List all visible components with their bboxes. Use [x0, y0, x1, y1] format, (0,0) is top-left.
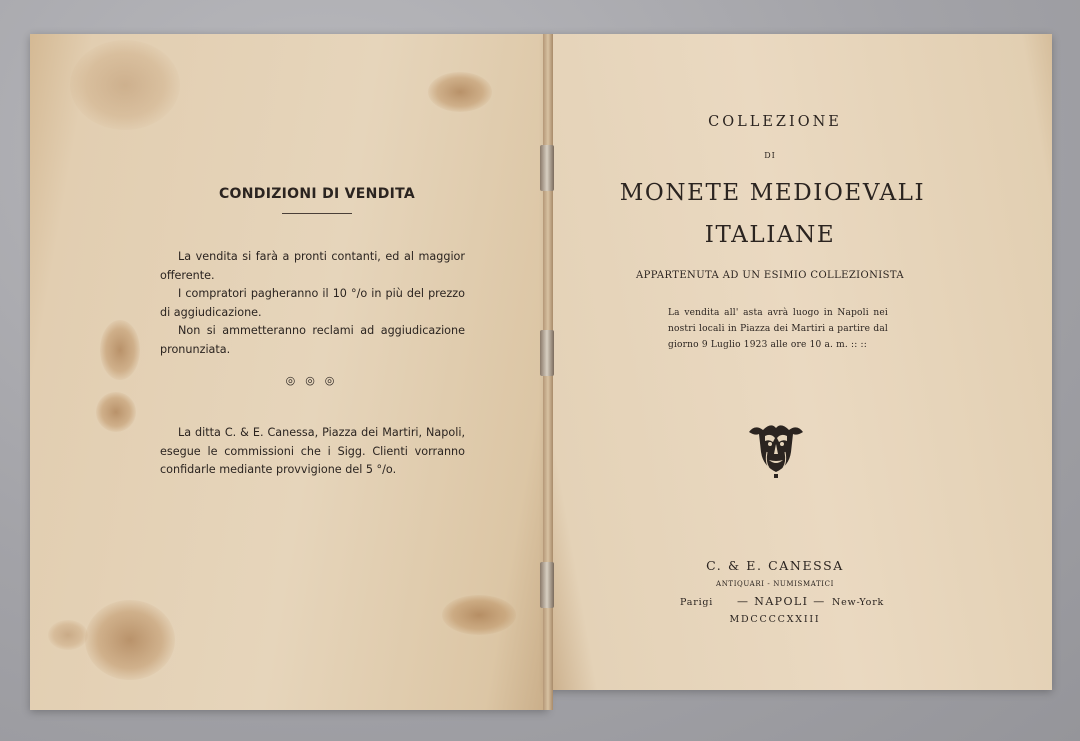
conditions-list	[160, 248, 465, 360]
subtitle: APPARTENUTA AD UN ESIMIO COLLEZIONISTA	[635, 270, 905, 281]
staple-bottom	[540, 562, 554, 608]
theater-mask-emblem-icon	[745, 422, 807, 480]
stain	[85, 600, 175, 680]
condition-paragraph: La vendita si farà a pronti contanti, ed al maggior offerente.	[160, 250, 465, 282]
firm-name: C. & E. CANESSA	[706, 558, 844, 573]
city-naples: — NAPOLI —	[737, 595, 826, 608]
condition-paragraph: I compratori pagheranno il 10 °/o in più del prezzo di aggiudicazione.	[160, 287, 465, 319]
title-rule	[282, 213, 352, 214]
right-page	[548, 34, 1052, 690]
stain	[48, 620, 88, 650]
auction-note: La vendita all' asta avrà luogo in Napoli nei nostri locali in Piazza dei Martiri a partire dal giorno 9 Luglio 1923 alle ore 10 a. m. :: ::	[668, 308, 888, 350]
stain	[428, 72, 492, 112]
stain	[442, 595, 516, 635]
commission-note	[160, 424, 465, 480]
ornament-divider: ◎◎◎	[285, 374, 345, 387]
main-title-line2: ITALIANE	[704, 222, 836, 248]
main-title-line1: MONETE MEDIOEVALI	[619, 180, 926, 206]
city-new-york: New-York	[832, 597, 885, 608]
publication-year: MDCCCCXXIII	[729, 614, 821, 625]
city-paris: Parigi	[680, 597, 714, 608]
stain	[70, 40, 180, 130]
conditions-title: CONDIZIONI DI VENDITA	[218, 186, 416, 202]
staple-top	[540, 145, 554, 191]
preposition-di: DI	[764, 151, 776, 160]
condition-paragraph: Non si ammetteranno reclami ad aggiudicazione pronunziata.	[160, 324, 465, 356]
firm-subtitle: ANTIQUARI - NUMISMATICI	[716, 580, 834, 588]
stain	[96, 392, 136, 432]
stain	[100, 320, 140, 380]
collection-heading: COLLEZIONE	[708, 114, 842, 130]
staple-middle	[540, 330, 554, 376]
commission-paragraph: La ditta C. & E. Canessa, Piazza dei Martiri, Napoli, esegue le commissioni che i Sigg. Clienti vorranno confidarle mediante provvigione del 5 °/o.	[160, 426, 465, 477]
